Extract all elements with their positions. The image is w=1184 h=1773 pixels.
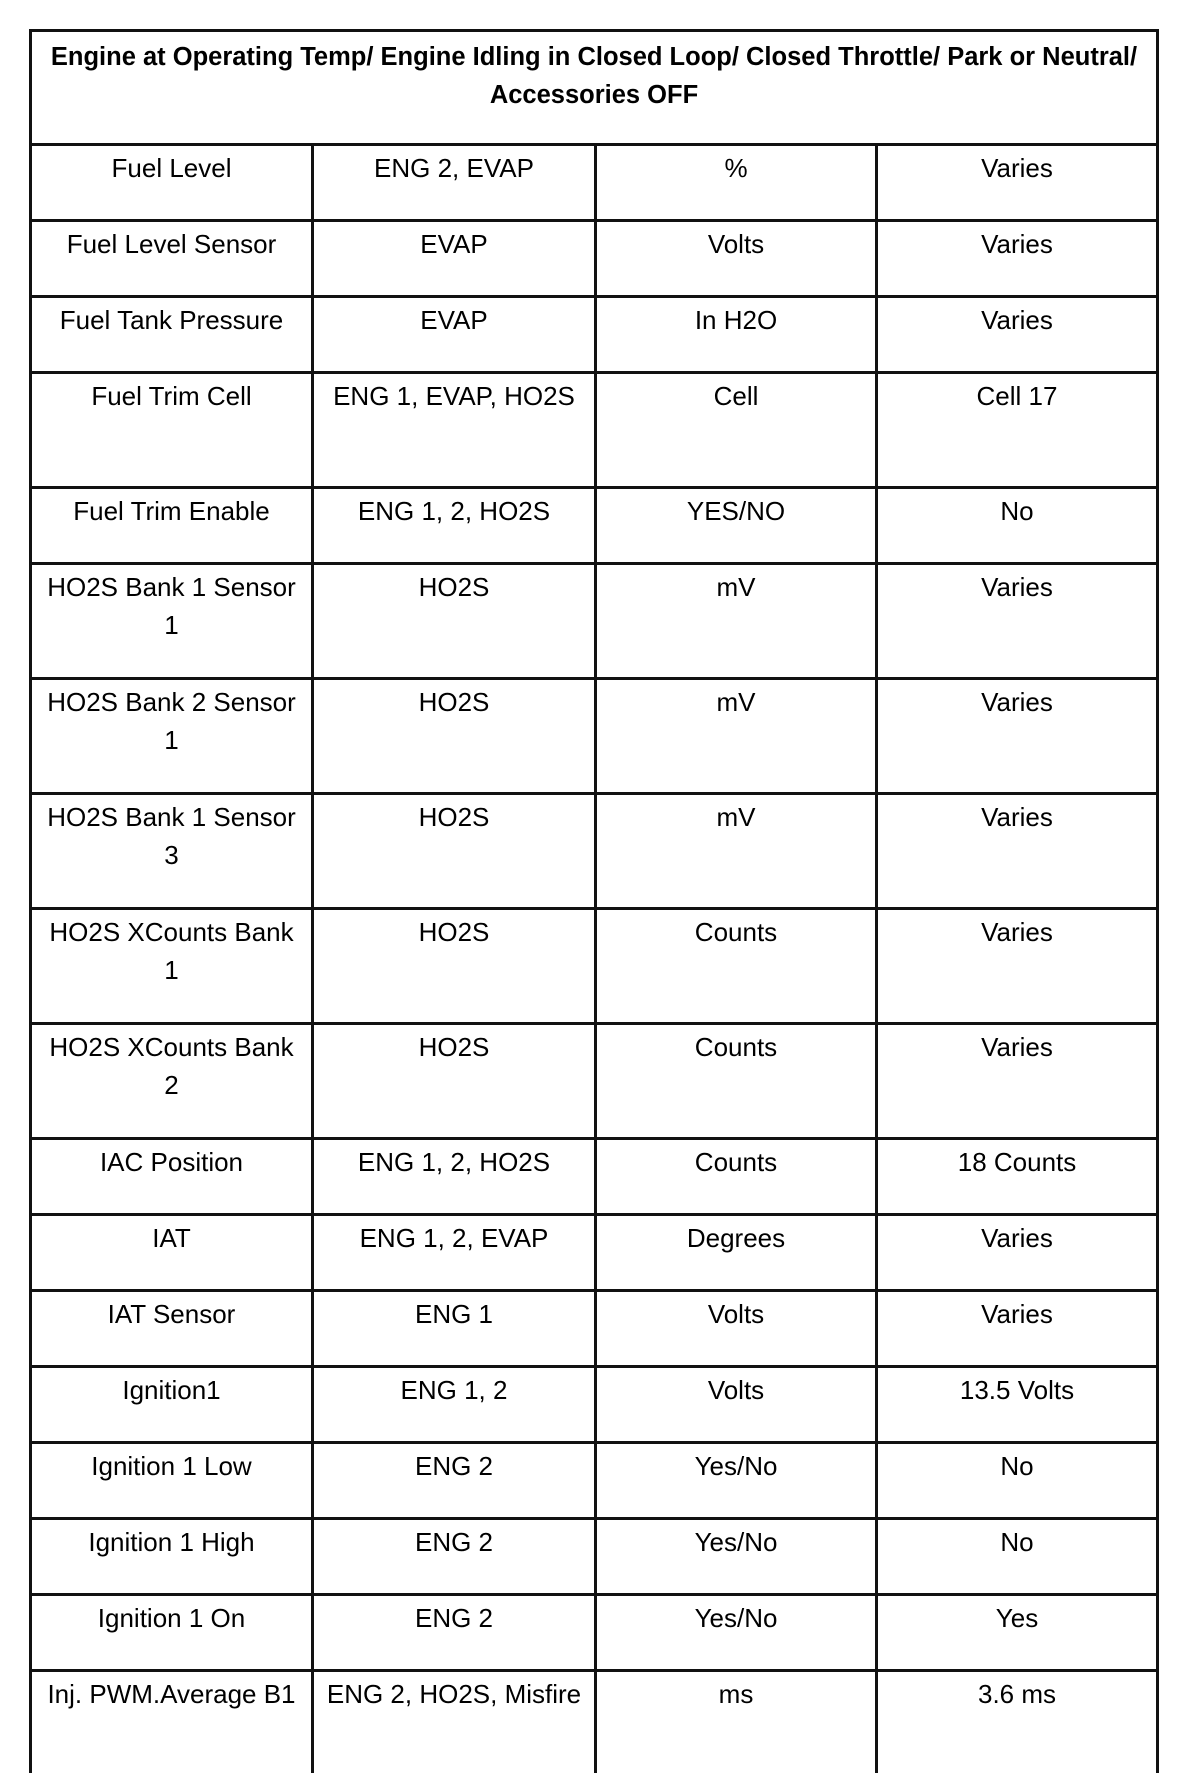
table-title: Engine at Operating Temp/ Engine Idling in Closed Loop/ Closed Throttle/ Park or Neutral/ Accessories OFF [31, 31, 1158, 145]
parameter-cell: Fuel Tank Pressure [31, 297, 313, 373]
parameter-cell: IAC Position [31, 1139, 313, 1215]
table-row [31, 297, 1158, 373]
typical-value-cell: Varies [877, 1291, 1158, 1367]
units-cell: Yes/No [596, 1595, 877, 1671]
data-list-cell: ENG 1, 2, EVAP [313, 1215, 596, 1291]
parameter-cell: Ignition 1 On [31, 1595, 313, 1671]
units-cell: Counts [596, 1139, 877, 1215]
typical-value-cell: No [877, 1443, 1158, 1519]
typical-value-cell: 13.5 Volts [877, 1367, 1158, 1443]
units-cell: YES/NO [596, 488, 877, 564]
data-list-cell: ENG 1, 2, HO2S [313, 1139, 596, 1215]
parameter-cell: HO2S Bank 2 Sensor 1 [31, 679, 313, 794]
parameter-cell: HO2S Bank 1 Sensor 1 [31, 564, 313, 679]
typical-value-cell: Varies [877, 564, 1158, 679]
units-cell: Volts [596, 221, 877, 297]
typical-value-cell: No [877, 488, 1158, 564]
units-cell: ms [596, 1671, 877, 1773]
units-cell: In H2O [596, 297, 877, 373]
data-list-cell: ENG 1, EVAP, HO2S [313, 373, 596, 488]
table-row [31, 909, 1158, 1024]
parameter-cell: Fuel Level Sensor [31, 221, 313, 297]
table-row [31, 1291, 1158, 1367]
typical-value-cell: Yes [877, 1595, 1158, 1671]
parameter-cell: IAT Sensor [31, 1291, 313, 1367]
parameter-cell: HO2S XCounts Bank 1 [31, 909, 313, 1024]
parameter-cell: Fuel Level [31, 145, 313, 221]
typical-value-cell: Varies [877, 909, 1158, 1024]
units-cell: mV [596, 794, 877, 909]
table-body [31, 145, 1158, 1773]
data-list-cell: ENG 1, 2, HO2S [313, 488, 596, 564]
data-list-cell: ENG 2, HO2S, Misfire [313, 1671, 596, 1773]
data-list-cell: ENG 2 [313, 1519, 596, 1595]
data-list-cell: ENG 2 [313, 1595, 596, 1671]
data-list-cell: ENG 2, EVAP [313, 145, 596, 221]
data-list-cell: ENG 1, 2 [313, 1367, 596, 1443]
data-list-cell: ENG 2 [313, 1443, 596, 1519]
parameter-cell: IAT [31, 1215, 313, 1291]
units-cell: Yes/No [596, 1443, 877, 1519]
parameter-cell: Ignition1 [31, 1367, 313, 1443]
units-cell: % [596, 145, 877, 221]
table-row [31, 1671, 1158, 1773]
table-row [31, 1519, 1158, 1595]
table-row [31, 564, 1158, 679]
table-row [31, 373, 1158, 488]
parameter-cell: Ignition 1 Low [31, 1443, 313, 1519]
table-row [31, 1367, 1158, 1443]
units-cell: Counts [596, 1024, 877, 1139]
units-cell: mV [596, 564, 877, 679]
typical-value-cell: Varies [877, 794, 1158, 909]
typical-value-cell: Varies [877, 1215, 1158, 1291]
parameter-cell: HO2S XCounts Bank 2 [31, 1024, 313, 1139]
typical-value-cell: Varies [877, 297, 1158, 373]
data-list-cell: HO2S [313, 564, 596, 679]
data-list-cell: ENG 1 [313, 1291, 596, 1367]
table-row [31, 1024, 1158, 1139]
data-list-cell: EVAP [313, 221, 596, 297]
table-row [31, 145, 1158, 221]
typical-value-cell: Varies [877, 145, 1158, 221]
units-cell: mV [596, 679, 877, 794]
units-cell: Volts [596, 1291, 877, 1367]
data-list-cell: HO2S [313, 794, 596, 909]
table-row [31, 794, 1158, 909]
units-cell: Counts [596, 909, 877, 1024]
table-row [31, 1215, 1158, 1291]
typical-value-cell: Varies [877, 221, 1158, 297]
typical-value-cell: Varies [877, 679, 1158, 794]
data-list-cell: HO2S [313, 1024, 596, 1139]
table-row [31, 221, 1158, 297]
units-cell: Yes/No [596, 1519, 877, 1595]
typical-value-cell: 18 Counts [877, 1139, 1158, 1215]
typical-value-cell: No [877, 1519, 1158, 1595]
units-cell: Degrees [596, 1215, 877, 1291]
parameter-cell: HO2S Bank 1 Sensor 3 [31, 794, 313, 909]
units-cell: Cell [596, 373, 877, 488]
parameter-cell: Ignition 1 High [31, 1519, 313, 1595]
typical-value-cell: Cell 17 [877, 373, 1158, 488]
typical-value-cell: 3.6 ms [877, 1671, 1158, 1773]
units-cell: Volts [596, 1367, 877, 1443]
parameter-cell: Inj. PWM.Average B1 [31, 1671, 313, 1773]
table-row [31, 488, 1158, 564]
table-row [31, 1443, 1158, 1519]
parameter-cell: Fuel Trim Enable [31, 488, 313, 564]
scan-tool-data-table [29, 29, 1159, 1773]
data-list-cell: HO2S [313, 909, 596, 1024]
parameter-cell: Fuel Trim Cell [31, 373, 313, 488]
table-row [31, 1139, 1158, 1215]
data-list-cell: EVAP [313, 297, 596, 373]
data-list-cell: HO2S [313, 679, 596, 794]
table-row [31, 679, 1158, 794]
typical-value-cell: Varies [877, 1024, 1158, 1139]
table-row [31, 1595, 1158, 1671]
